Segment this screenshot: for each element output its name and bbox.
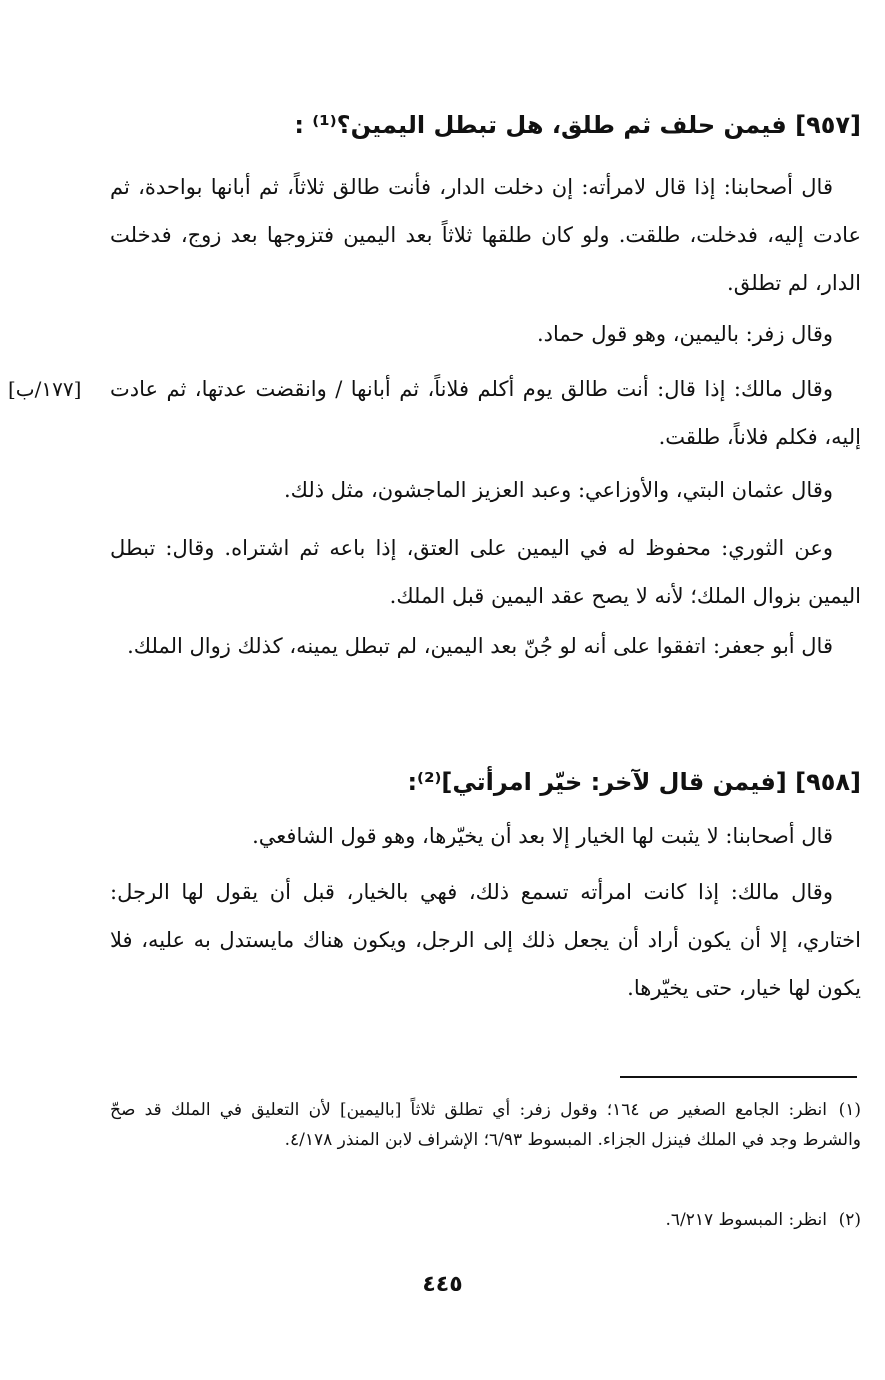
section-957-paragraph-1-text: قال أصحابنا: إذا قال لامرأته: إن دخلت الدار، فأنت طالق ثلاثاً، ثم أبانها بواحدة، ثم عادت إليه، فدخلت، طلقت. ولو كان طلقها ثلاثاً بعد اليمين فتزوجها بعد زوج، فدخلت الدار، لم تطلق. [110,175,861,295]
footnote-2 [110,1205,861,1235]
section-957-paragraph-3 [110,365,861,461]
footnote-separator [620,1076,857,1078]
section-958-paragraph-1-text: قال أصحابنا: لا يثبت لها الخيار إلا بعد أن يخيّرها، وهو قول الشافعي. [252,824,833,848]
section-957-paragraph-2 [110,310,861,358]
footnote-1-text: انظر: الجامع الصغير ص ١٦٤؛ وقول زفر: أي تطلق ثلاثاً [باليمين] لأن التعليق في الملك قد صحّ والشرط وجد في الملك فينزل الجزاء. المبسوط ٦/٩٣؛ الإشراف لابن المنذر ٤/١٧٨. [110,1100,861,1150]
footnote-1-number: (١) [838,1100,861,1120]
footnote-2-number: (٢) [838,1210,861,1230]
section-958-heading: [٩٥٨] [فيمن قال لآخر: خيّر امرأتي]⁽²⁾: [407,768,861,796]
section-958-paragraph-2 [110,868,861,1012]
section-957-paragraph-6 [110,622,861,670]
section-957-paragraph-1 [110,163,861,307]
section-957-paragraph-2-text: وقال زفر: باليمين، وهو قول حماد. [536,322,833,346]
section-957-paragraph-6-text: قال أبو جعفر: اتفقوا على أنه لو جُنّ بعد اليمين، لم تبطل يمينه، كذلك زوال الملك. [127,634,833,658]
section-957-paragraph-5 [110,524,861,620]
section-957-paragraph-3-text: وقال مالك: إذا قال: أنت طالق يوم أكلم فلاناً، ثم أبانها / وانقضت عدتها، ثم عادت إليه، فكلم فلاناً، طلقت. [110,377,861,449]
margin-folio-reference: [١٧٧/ب] [8,377,82,401]
section-957-paragraph-4 [110,466,861,514]
section-958-paragraph-2-text: وقال مالك: إذا كانت امرأته تسمع ذلك، فهي بالخيار، قبل أن يقول لها الرجل: اختاري، إلا أن يكون أراد أن يجعل ذلك إلى الرجل، ويكون هناك مايستدل به عليه، فلا يكون لها خيار، حتى يخيّرها. [110,880,861,1000]
page-number: ٤٤٥ [422,1272,463,1297]
section-957-heading: [٩٥٧] فيمن حلف ثم طلق، هل تبطل اليمين؟⁽¹⁾ : [294,111,861,139]
section-958-paragraph-1 [110,812,861,860]
footnote-2-text: انظر: المبسوط ٦/٢١٧. [665,1210,827,1230]
section-957-paragraph-5-text: وعن الثوري: محفوظ له في اليمين على العتق، إذا باعه ثم اشتراه. وقال: تبطل اليمين بزوال الملك؛ لأنه لا يصح عقد اليمين قبل الملك. [110,536,861,608]
footnote-1 [110,1095,861,1155]
section-957-paragraph-4-text: وقال عثمان البتي، والأوزاعي: وعبد العزيز الماجشون، مثل ذلك. [284,478,833,502]
